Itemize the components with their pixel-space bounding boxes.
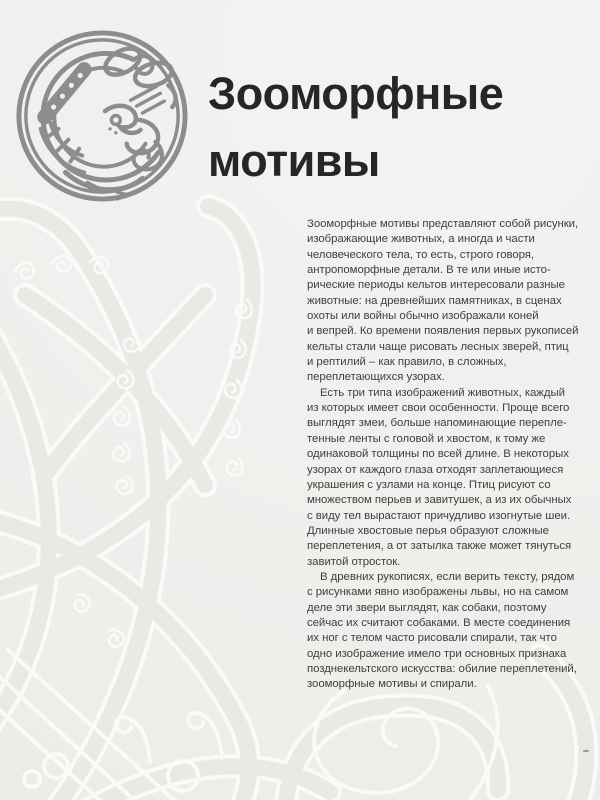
text-line: одно изображение имело три основных признака [307,647,567,660]
celtic-medallion-illustration [14,25,192,207]
text-line: узорах от каждого глаза отходят заплетающиеся [307,463,564,476]
text-line: переплетающихся узорах. [307,371,445,384]
page-title-line2: мотивы [208,135,380,186]
text-line: изображающие животных, а иногда и части [307,233,535,246]
text-line: из которых имеет свои особенности. Проще всего [307,402,570,415]
text-line: рические периоды кельтов интересовали разные [307,279,565,292]
text-line: человеческого тела, то есть, строго говоря, [307,248,535,261]
text-line: В древних рукописях, если верить тексту, рядом [320,570,575,583]
text-line: кельты стали чаще рисовать лесных зверей, птиц [307,340,569,353]
text-line: позднекельтского искусства: обилие переплетений, [307,662,577,675]
text-line: с виду тел вырастают причудливо изогнутые шеи. [307,509,571,522]
text-line: завитой отросток. [307,555,401,568]
text-line: выглядят змеи, больше напоминающие перепле- [307,417,567,430]
page-title [208,60,503,194]
text-line: антропоморфные детали. В те или иные исто- [307,264,551,277]
text-line: деле эти звери выглядят, как собаки, поэтому [307,601,547,614]
text-line: животные: на древнейших памятниках, в сценах [307,294,562,307]
text-line: охоты или войны обычно изображали коней [307,310,539,323]
text-line: тенные ленты с головой и хвостом, к тому же [307,432,546,445]
text-line: с рисунками явно изображены львы, но на самом [307,586,569,599]
text-line: украшения с узлами на конце. Птиц рисуют со [307,478,551,491]
text-line: их ног с телом часто рисовали спирали, так что [307,632,557,645]
paragraph [307,386,595,570]
text-line: Длинные хвостовые перья образуют сложные [307,524,549,537]
text-line: Есть три типа изображений животных, каждый [320,386,565,399]
paragraph [307,217,595,386]
text-line: и вепрей. Ко времени появления первых рукописей [307,325,579,338]
paragraph [307,570,595,693]
scan-speck [583,750,589,753]
body-text [307,217,595,693]
text-line: одинаковой толщины по всей длине. В некоторых [307,448,569,461]
text-line: сейчас их считают собаками. В месте соединения [307,616,571,629]
text-line: Зооморфные мотивы представляют собой рисунки, [307,218,579,230]
text-line: множеством перьев и завитушек, а из их обычных [307,494,572,507]
text-line: и рептилий – как правило, в сложных, [307,356,507,369]
text-line: зооморфные мотивы и спирали. [307,678,477,691]
page-title-line1: Зооморфные [208,68,504,119]
text-line: переплетения, а от затылка также может тянуться [307,540,572,553]
